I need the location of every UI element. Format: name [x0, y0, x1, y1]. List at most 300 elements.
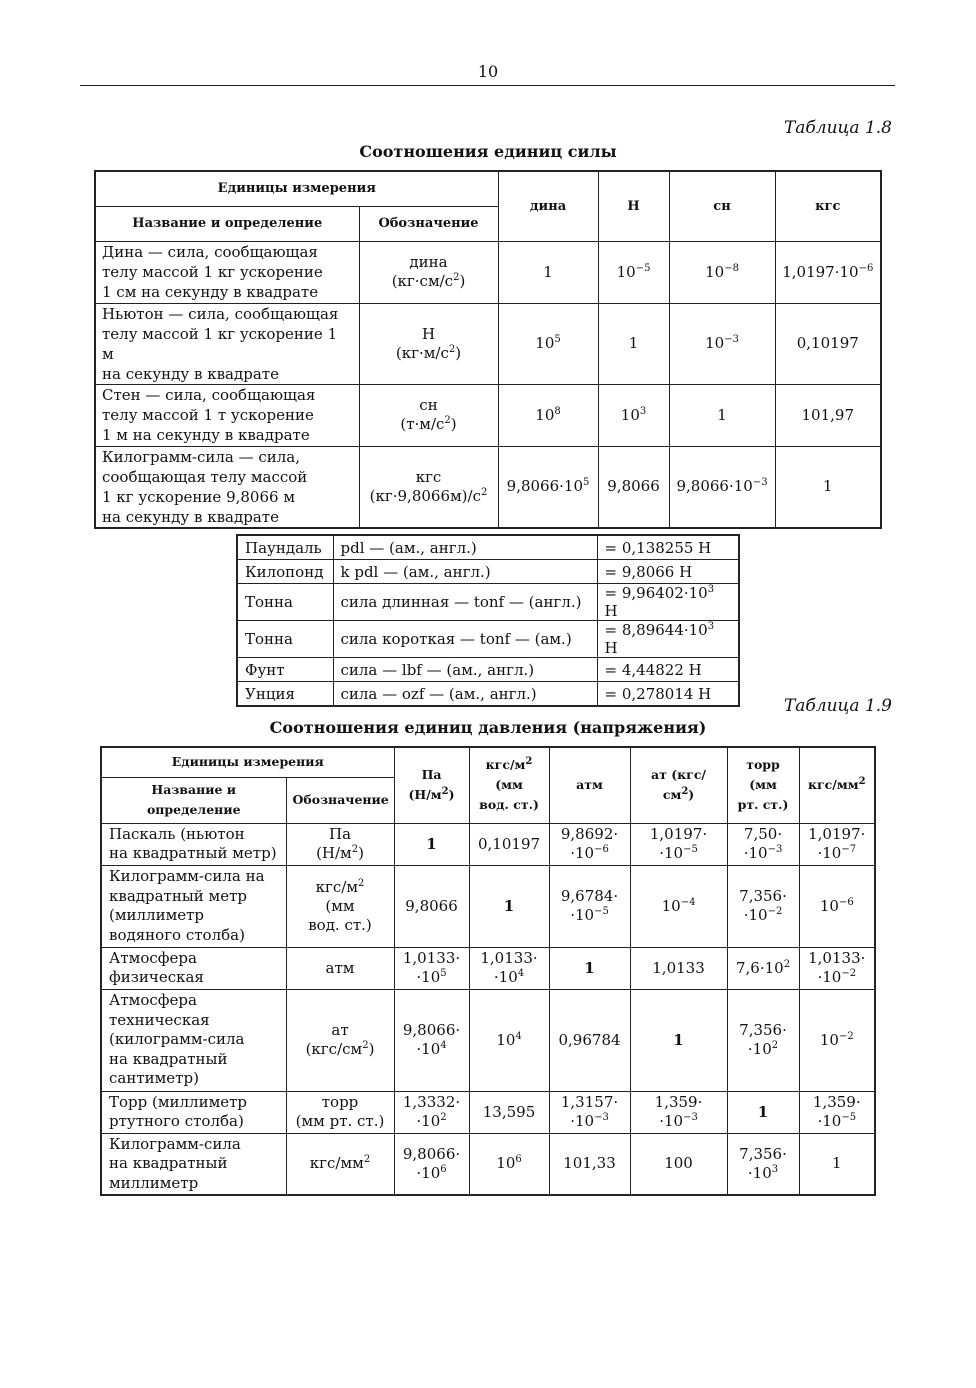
symbol-line: ат — [331, 1021, 349, 1039]
value-power-base: 10 — [661, 896, 681, 915]
value-exponent: −3 — [767, 844, 783, 855]
symbol-abbr: дина — [409, 253, 448, 271]
value-mantissa: 1 — [584, 958, 595, 977]
row-name — [101, 823, 286, 865]
value-exponent: −3 — [683, 1112, 698, 1123]
value-cell — [727, 823, 799, 865]
value-base: 1,0197·10 — [782, 262, 859, 281]
header-unit-at-line1: ат (кгс/см — [651, 767, 706, 803]
value-power-base: ·10 — [570, 844, 595, 862]
value-exponent: 4 — [440, 1040, 447, 1051]
symbol-def-exp: 2 — [453, 272, 460, 283]
unit-value — [597, 621, 739, 658]
row-name-line: ртутного столба) — [109, 1112, 244, 1130]
row-name — [101, 1133, 286, 1195]
force-units-list — [236, 534, 740, 707]
value-mantissa: 1 — [426, 834, 437, 853]
value-cell — [394, 1133, 469, 1195]
value-exponent: −3 — [594, 1112, 609, 1123]
row-name-line: Килограмм-сила на — [109, 867, 265, 885]
value-mantissa: 9,8066· — [402, 1021, 461, 1039]
symbol-abbr: кгс — [415, 467, 442, 486]
value-mantissa: 1,0133· — [808, 949, 866, 967]
value-exponent: 3 — [639, 405, 647, 417]
row-name-line: телу массой 1 кг ускорение 1 м — [102, 324, 338, 363]
value-cell — [727, 1091, 799, 1133]
value-power-base: ·10 — [747, 1040, 772, 1058]
header-unit-dyne: дина — [498, 171, 598, 241]
row-name-line: на квадратный метр) — [109, 844, 277, 862]
header-unit-kgf: кгс — [775, 171, 881, 241]
header-unit-kgf-mm2 — [799, 747, 875, 823]
value-mantissa: 1,359· — [812, 1093, 861, 1111]
list-item — [237, 535, 739, 560]
row-name-line: 1 м на секунду в квадрате — [102, 426, 310, 444]
value-cell — [775, 303, 881, 384]
value-mantissa: 1,0197· — [808, 825, 866, 843]
symbol-def: (т·м/с — [400, 415, 445, 433]
row-name — [95, 446, 359, 528]
value-cell — [549, 865, 630, 947]
row-symbol — [359, 241, 498, 303]
value-cell — [630, 1091, 727, 1133]
header-unit-pa-line1: Па — [421, 767, 442, 783]
header-unit-kgf-m2-line3: вод. ст.) — [479, 797, 539, 813]
row-name — [95, 241, 359, 303]
value-cell — [498, 446, 598, 528]
unit-value-exponent: 3 — [707, 584, 715, 595]
value-power-base: ·10 — [817, 968, 842, 986]
unit-definition: сила — ozf — (ам., англ.) — [333, 682, 597, 707]
header-unit-torr-line1: торр — [746, 757, 780, 773]
symbol-line: атм — [325, 958, 355, 977]
unit-name: Унция — [237, 682, 333, 707]
value-power-base: ·10 — [747, 1163, 772, 1182]
value-cell — [799, 947, 875, 989]
header-unit-pa — [394, 747, 469, 823]
value-exponent: −2 — [841, 968, 857, 979]
value-exponent: −7 — [841, 844, 857, 855]
row-symbol — [286, 1133, 394, 1195]
value-exponent: −6 — [594, 844, 609, 855]
value-cell — [630, 865, 727, 947]
value-mantissa: 9,8066· — [402, 1144, 461, 1163]
value-exponent: −3 — [752, 477, 768, 489]
list-item — [237, 621, 739, 658]
value-cell — [549, 1091, 630, 1133]
value-base: 10 — [705, 334, 725, 352]
pressure-units-table — [100, 746, 876, 1196]
table-row — [95, 384, 881, 446]
symbol-def-end: ) — [450, 415, 457, 433]
row-name-line: телу массой 1 т ускорение — [102, 406, 314, 424]
value-cell — [630, 823, 727, 865]
header-symbol: Обозначение — [286, 777, 394, 823]
value-cell — [775, 446, 881, 528]
value-exponent: 8 — [554, 405, 561, 417]
symbol-def: (кг·см/с — [391, 272, 454, 290]
row-name-line: (миллиметр — [109, 906, 205, 924]
unit-definition: k pdl — (ам., англ.) — [333, 560, 597, 584]
value-exponent: 5 — [554, 334, 561, 345]
unit-value-exponent: 3 — [707, 621, 715, 632]
value-power-base: 10 — [496, 1030, 516, 1049]
value-power-base: 10 — [496, 1154, 516, 1173]
value-cell — [669, 384, 775, 446]
value-cell — [799, 989, 875, 1091]
value-mantissa: 1 — [503, 896, 515, 915]
symbol-def: (кг·м/с — [395, 343, 449, 362]
value-power-base: ·10 — [659, 1112, 684, 1130]
value-mantissa: 7,356· — [739, 1021, 787, 1039]
value-base: 10 — [535, 405, 555, 424]
unit-value — [597, 560, 739, 584]
value-cell — [394, 947, 469, 989]
row-name-line: Ньютон — сила, сообщающая — [102, 304, 339, 323]
value-mantissa: 9,8066 — [405, 896, 458, 915]
value-cell — [630, 947, 727, 989]
symbol-def-exp: 2 — [444, 415, 451, 426]
header-name-line2: определение — [146, 802, 241, 817]
row-name-line: Атмосфера — [109, 991, 197, 1010]
value-base: 0,10197 — [796, 334, 859, 352]
unit-definition: pdl — (ам., англ.) — [333, 535, 597, 560]
symbol-exp: 2 — [362, 1040, 369, 1051]
value-power-base: ·10 — [570, 906, 595, 924]
value-power-base: ·10 — [493, 968, 518, 986]
value-cell — [469, 823, 549, 865]
value-cell — [469, 1091, 549, 1133]
force-units-table — [94, 170, 882, 529]
value-cell — [727, 989, 799, 1091]
unit-name: Килопонд — [237, 560, 333, 584]
symbol-end: ) — [358, 844, 364, 862]
table-row — [101, 947, 875, 989]
header-unit-pa-line2: (Н/м — [408, 787, 442, 803]
value-exponent: −5 — [841, 1112, 857, 1123]
value-exponent: −6 — [858, 262, 874, 274]
unit-definition: сила короткая — tonf — (ам.) — [333, 621, 597, 658]
value-cell — [799, 823, 875, 865]
table-row — [101, 1091, 875, 1133]
unit-value-suffix: Н — [604, 602, 618, 620]
value-mantissa: 1,359· — [654, 1093, 703, 1111]
value-exponent: −2 — [838, 1030, 854, 1042]
value-cell — [549, 1133, 630, 1195]
table-row — [101, 1133, 875, 1195]
symbol-line: (кгс/см — [305, 1040, 363, 1058]
value-exponent: −3 — [724, 334, 739, 345]
value-cell — [549, 989, 630, 1091]
unit-value — [597, 682, 739, 707]
row-name-line: (килограмм-сила — [109, 1030, 245, 1049]
value-base: 10 — [616, 262, 636, 281]
header-unit-at-exp: 2 — [681, 786, 689, 798]
header-name-definition — [101, 777, 286, 823]
row-symbol — [359, 303, 498, 384]
header-unit-kgf-mm2-line1: кгс/мм — [807, 777, 859, 793]
unit-value — [597, 658, 739, 682]
value-cell — [727, 947, 799, 989]
row-name-line: водяного столба) — [109, 925, 245, 944]
value-mantissa: 100 — [664, 1154, 693, 1173]
value-base: 10 — [705, 262, 725, 281]
value-mantissa: 9,6784· — [560, 887, 619, 905]
value-base: 1 — [717, 405, 727, 424]
value-power-base: ·10 — [416, 1163, 441, 1182]
page-number: 10 — [477, 62, 499, 81]
symbol-def: (кг·9,8066м)/с — [369, 486, 481, 505]
header-unit-kgf-m2-exp: 2 — [525, 756, 533, 768]
table-row — [95, 446, 881, 528]
unit-definition: сила — lbf — (ам., англ.) — [333, 658, 597, 682]
value-cell — [598, 446, 669, 528]
symbol-def-end: ) — [455, 343, 462, 362]
value-base: 1 — [628, 334, 639, 352]
value-cell — [598, 384, 669, 446]
value-cell — [394, 865, 469, 947]
symbol-def-exp: 2 — [448, 343, 456, 355]
value-cell — [394, 1091, 469, 1133]
value-cell — [469, 947, 549, 989]
value-exponent: −5 — [635, 262, 651, 274]
value-cell — [549, 823, 630, 865]
value-mantissa: 1,3157· — [560, 1093, 619, 1111]
unit-name: Паундаль — [237, 535, 333, 560]
table-row — [101, 865, 875, 947]
row-name-line: Паскаль (ньютон — [109, 824, 245, 843]
header-name-definition: Название и определение — [95, 206, 359, 241]
header-units-group: Единицы измерения — [95, 171, 498, 206]
value-power-base: ·10 — [817, 1112, 842, 1130]
value-exponent: 4 — [515, 1030, 522, 1042]
header-unit-torr-line2: (мм — [749, 777, 777, 793]
row-name-line: Килограмм-сила — [109, 1134, 241, 1153]
symbol-line: (мм рт. ст.) — [295, 1112, 385, 1130]
value-mantissa: 13,595 — [482, 1102, 536, 1121]
value-power-base: ·10 — [743, 844, 768, 862]
header-units-group: Единицы измерения — [101, 747, 394, 777]
symbol-line: кгс/м — [315, 877, 358, 896]
unit-value-base: = 9,8066 Н — [604, 562, 693, 581]
row-name-line: сантиметр) — [109, 1069, 199, 1088]
row-name — [95, 303, 359, 384]
value-mantissa: 1 — [757, 1102, 769, 1121]
row-symbol — [286, 823, 394, 865]
value-cell — [498, 241, 598, 303]
row-name-line: телу массой 1 кг ускорение — [102, 263, 323, 281]
header-unit-kgf-m2-line1: кгс/м — [485, 757, 526, 773]
symbol-end: ) — [368, 1040, 375, 1058]
unit-name: Тонна — [237, 621, 333, 658]
value-cell — [799, 1091, 875, 1133]
header-symbol: Обозначение — [359, 206, 498, 241]
symbol-line: вод. ст.) — [308, 915, 372, 934]
header-rule — [80, 85, 895, 86]
header-unit-torr — [727, 747, 799, 823]
symbol-exp: 2 — [358, 877, 365, 889]
value-power-base: 10 — [819, 1030, 839, 1049]
header-unit-at — [630, 747, 727, 823]
value-mantissa: 101,33 — [563, 1154, 616, 1173]
value-mantissa: 0,10197 — [478, 834, 541, 853]
unit-value — [597, 584, 739, 621]
row-name-line: Торр (миллиметр — [109, 1092, 248, 1111]
unit-value-base: = 0,138255 Н — [604, 538, 712, 557]
row-name — [95, 384, 359, 446]
value-mantissa: 7,50· — [743, 825, 783, 843]
value-cell — [669, 446, 775, 528]
unit-value-base: = 0,278014 Н — [604, 684, 712, 703]
unit-value — [597, 535, 739, 560]
value-power-base: ·10 — [659, 844, 684, 862]
value-exponent: 4 — [517, 968, 525, 979]
row-symbol — [359, 384, 498, 446]
row-name-line: на секунду в квадрате — [102, 507, 279, 526]
value-exponent: 3 — [771, 1163, 779, 1175]
value-base: 10 — [535, 334, 555, 352]
row-name — [101, 865, 286, 947]
value-cell — [799, 1133, 875, 1195]
header-unit-kgf-m2-line2: (мм — [495, 777, 523, 793]
row-name-line: Стен — сила, сообщающая — [102, 386, 316, 404]
value-power-base: ·10 — [570, 1112, 595, 1130]
value-mantissa: 1,0133· — [402, 949, 461, 967]
value-mantissa: 1,0197· — [649, 825, 708, 843]
value-cell — [775, 384, 881, 446]
row-name — [101, 989, 286, 1091]
value-mantissa: 7,356· — [739, 887, 787, 905]
value-exponent: −8 — [724, 262, 739, 274]
table-1-8-title: Соотношения единиц силы — [359, 142, 617, 161]
value-base: 1 — [822, 477, 833, 496]
row-name-line: квадратный метр — [109, 886, 247, 905]
list-item — [237, 658, 739, 682]
value-mantissa: 1,0133 — [652, 958, 705, 977]
value-exponent: 2 — [783, 958, 791, 970]
value-exponent: −2 — [767, 906, 783, 917]
value-base: 9,8066 — [607, 477, 660, 496]
header-unit-sthene: сн — [669, 171, 775, 241]
value-base: 1 — [543, 262, 553, 281]
header-unit-kgf-m2 — [469, 747, 549, 823]
value-exponent: −4 — [680, 896, 696, 908]
symbol-def-exp: 2 — [480, 486, 488, 498]
symbol-line: кгс/мм — [309, 1154, 364, 1173]
row-name-line: техническая — [109, 1010, 210, 1029]
value-cell — [394, 823, 469, 865]
symbol-abbr: сн — [419, 396, 438, 414]
value-cell — [498, 384, 598, 446]
row-name — [101, 947, 286, 989]
row-name-line: на секунду в квадрате — [102, 364, 279, 383]
symbol-def-end: ) — [459, 272, 466, 290]
symbol-line: (Н/м — [316, 844, 352, 862]
value-base: 10 — [620, 405, 640, 424]
value-cell — [727, 1133, 799, 1195]
value-cell — [630, 989, 727, 1091]
row-name-line: Атмосфера — [109, 948, 197, 967]
value-base: 101,97 — [801, 405, 855, 424]
value-mantissa: 7,356· — [739, 1144, 787, 1163]
value-exponent: 2 — [771, 1040, 779, 1051]
value-cell — [498, 303, 598, 384]
list-item — [237, 560, 739, 584]
value-cell — [469, 1133, 549, 1195]
value-power-base: ·10 — [416, 1112, 441, 1130]
unit-value-base: = 9,96402·10 — [604, 584, 708, 602]
symbol-exp: 2 — [351, 844, 359, 855]
list-item — [237, 682, 739, 707]
value-exponent: 2 — [440, 1112, 447, 1123]
row-symbol — [286, 989, 394, 1091]
row-name-line: Килограмм-сила — сила, — [102, 447, 301, 466]
symbol-line: (мм — [325, 896, 355, 915]
value-cell — [549, 947, 630, 989]
value-exponent: −6 — [838, 896, 854, 908]
row-name-line: на квадратный — [109, 1049, 228, 1068]
value-mantissa: 1 — [673, 1030, 684, 1049]
value-base: 9,8066·10 — [506, 477, 583, 496]
row-name-line: Дина — сила, сообщающая — [102, 243, 318, 261]
table-1-8-label: Таблица 1.8 — [783, 118, 892, 138]
row-name — [101, 1091, 286, 1133]
header-unit-kgf-mm2-exp: 2 — [858, 776, 866, 788]
table-1-9-label: Таблица 1.9 — [783, 696, 892, 716]
value-cell — [394, 989, 469, 1091]
value-power-base: ·10 — [416, 968, 441, 986]
symbol-line: торр — [321, 1093, 359, 1111]
value-power-base: ·10 — [817, 844, 842, 862]
header-unit-newton: Н — [598, 171, 669, 241]
table-1-9-title: Соотношения единиц давления (напряжения) — [269, 718, 707, 737]
unit-definition: сила длинная — tonf — (англ.) — [333, 584, 597, 621]
value-cell — [775, 241, 881, 303]
row-symbol — [359, 446, 498, 528]
value-power-base: ·10 — [416, 1040, 441, 1058]
symbol-exp: 2 — [363, 1154, 371, 1166]
value-exponent: −5 — [683, 844, 698, 855]
value-cell — [799, 865, 875, 947]
row-name-line: миллиметр — [109, 1173, 199, 1192]
value-exponent: 6 — [440, 1163, 447, 1175]
value-cell — [469, 989, 549, 1091]
value-cell — [669, 303, 775, 384]
value-cell — [669, 241, 775, 303]
value-mantissa: 1,3332· — [402, 1093, 461, 1111]
value-mantissa: 0,96784 — [558, 1030, 621, 1049]
value-exponent: 6 — [515, 1154, 522, 1166]
row-symbol — [286, 1091, 394, 1133]
value-power-base: ·10 — [743, 906, 768, 924]
symbol-abbr: Н — [421, 324, 436, 343]
unit-name: Тонна — [237, 584, 333, 621]
value-exponent: 5 — [583, 477, 590, 489]
value-power-base: 7,6·10 — [735, 958, 784, 977]
row-name-line: 1 кг ускорение 9,8066 м — [102, 487, 295, 506]
table-row — [101, 823, 875, 865]
row-name-line: 1 см на секунду в квадрате — [102, 283, 319, 301]
unit-value-base: = 8,89644·10 — [604, 621, 708, 639]
unit-value-suffix: Н — [604, 639, 618, 657]
value-cell — [727, 865, 799, 947]
value-cell — [598, 241, 669, 303]
row-name-line: физическая — [109, 968, 204, 986]
header-unit-at-close: ) — [688, 787, 695, 803]
value-power-base: 10 — [819, 896, 839, 915]
header-unit-torr-line3: рт. ст.) — [737, 797, 789, 813]
value-exponent: 5 — [440, 968, 447, 979]
